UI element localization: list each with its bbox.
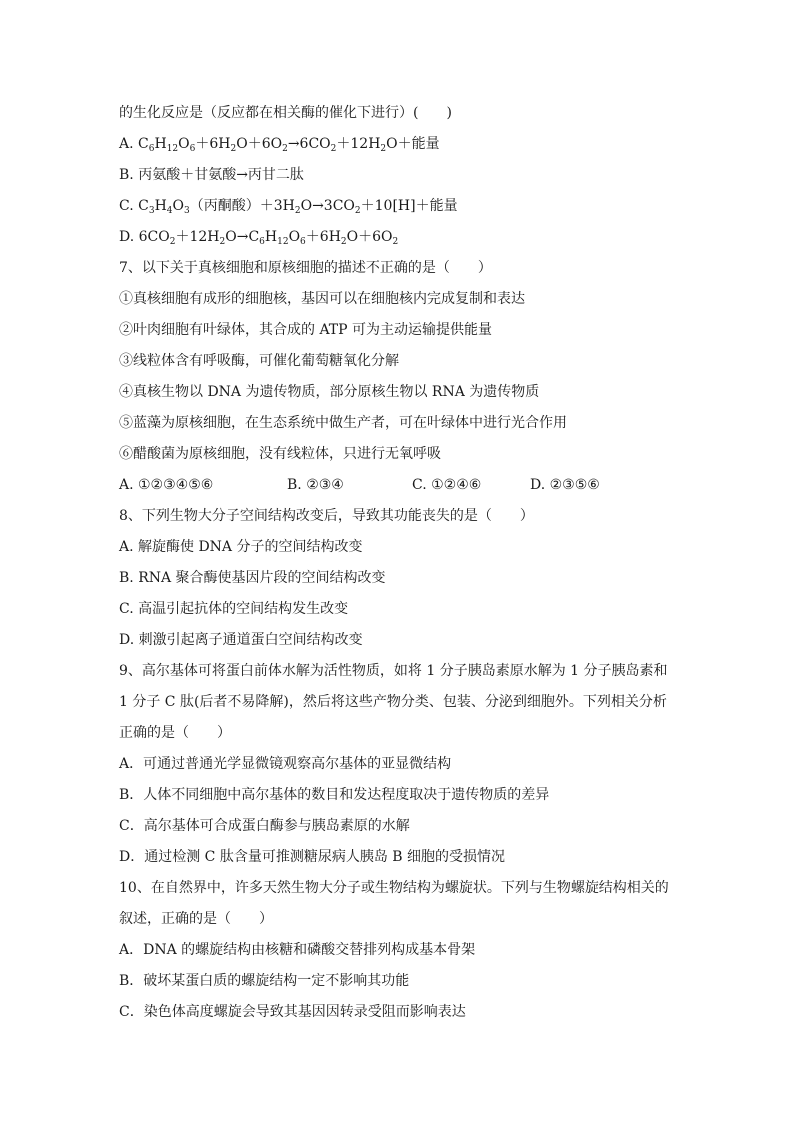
q9-stem: 9、高尔基体可将蛋白前体水解为活性物质，如将 1 分子胰岛素原水解为 1 分子胰岛素和 1 分子 C 肽(后者不易降解)，然后将这些产物分类、包装、分泌到细胞外。下列相关分析正确的是（ ） — [119, 663, 668, 741]
q7-statement: ⑥醋酸菌为原核细胞，没有线粒体，只进行无氧呼吸 — [119, 446, 441, 462]
q7-statement: ①真核细胞有成形的细胞核，基因可以在细胞核内完成复制和表达 — [119, 291, 525, 307]
q6-option-a: A. $C_6H_{12}O_6+6H_2O+6O_2\to 6CO_2+12H_2O+$能量 — [119, 136, 440, 154]
question-content — [119, 98, 679, 1028]
q7-choice-a: A. ①②③④⑤⑥ — [119, 477, 214, 493]
q8-stem: 8、下列生物大分子空间结构改变后，导致其功能丧失的是（ ） — [119, 508, 534, 524]
q8-option: C. 高温引起抗体的空间结构发生改变 — [119, 601, 349, 617]
q7-statement: ③线粒体含有呼吸酶，可催化葡萄糖氧化分解 — [119, 353, 399, 369]
q9-option: D．通过检测 C 肽含量可推测糖尿病人胰岛 B 细胞的受损情况 — [119, 849, 506, 865]
q9-option: A．可通过普通光学显微镜观察高尔基体的亚显微结构 — [119, 756, 452, 772]
q6-option-d: D. $6CO_2+12H_2O\to C_6H_{12}O_6+6H_2O+6O_2$ — [119, 229, 399, 247]
q10-option: C．染色体高度螺旋会导致其基因因转录受阻而影响表达 — [119, 1004, 466, 1020]
q8-option: B. RNA 聚合酶使基因片段的空间结构改变 — [119, 570, 386, 586]
q7-statement: ②叶肉细胞有叶绿体，其合成的 ATP 可为主动运输提供能量 — [119, 322, 493, 338]
q9-option: C．高尔基体可合成蛋白酶参与胰岛素原的水解 — [119, 818, 410, 834]
q7-choice-b: B. ②③④ — [287, 477, 344, 493]
q8-option: D. 刺激引起离子通道蛋白空间结构改变 — [119, 632, 363, 648]
question-intro: 的生化反应是（反应都在相关酶的催化下进行）( ) — [119, 105, 452, 121]
q7-stem: 7、以下关于真核细胞和原核细胞的描述不正确的是（ ） — [119, 260, 492, 276]
q7-choice-d: D. ②③⑤⑥ — [530, 477, 600, 493]
q8-option: A. 解旋酶使 DNA 分子的空间结构改变 — [119, 539, 363, 555]
q10-stem: 10、在自然界中，许多天然生物大分子或生物结构为螺旋状。下列与生物螺旋结构相关的叙述，正确的是（ ） — [119, 880, 669, 927]
q7-statement: ④真核生物以 DNA 为遗传物质，部分原核生物以 RNA 为遗传物质 — [119, 384, 540, 400]
q6-option-b: B. 丙氨酸＋甘氨酸→丙甘二肽 — [119, 167, 304, 183]
q7-statement: ⑤蓝藻为原核细胞，在生态系统中做生产者，可在叶绿体中进行光合作用 — [119, 415, 567, 431]
q10-option: B．破坏某蛋白质的螺旋结构一定不影响其功能 — [119, 973, 410, 989]
q7-choice-c: C. ①②④⑥ — [412, 477, 482, 493]
q9-option: B．人体不同细胞中高尔基体的数目和发达程度取决于遗传物质的差异 — [119, 787, 550, 803]
q6-option-c: C. $C_3H_4O_3$（丙酮酸）$+3H_2O\to 3CO_2+10[H]+$能量 — [119, 198, 458, 216]
q7-choices — [119, 470, 679, 501]
q10-option: A．DNA 的螺旋结构由核糖和磷酸交替排列构成基本骨架 — [119, 942, 476, 958]
